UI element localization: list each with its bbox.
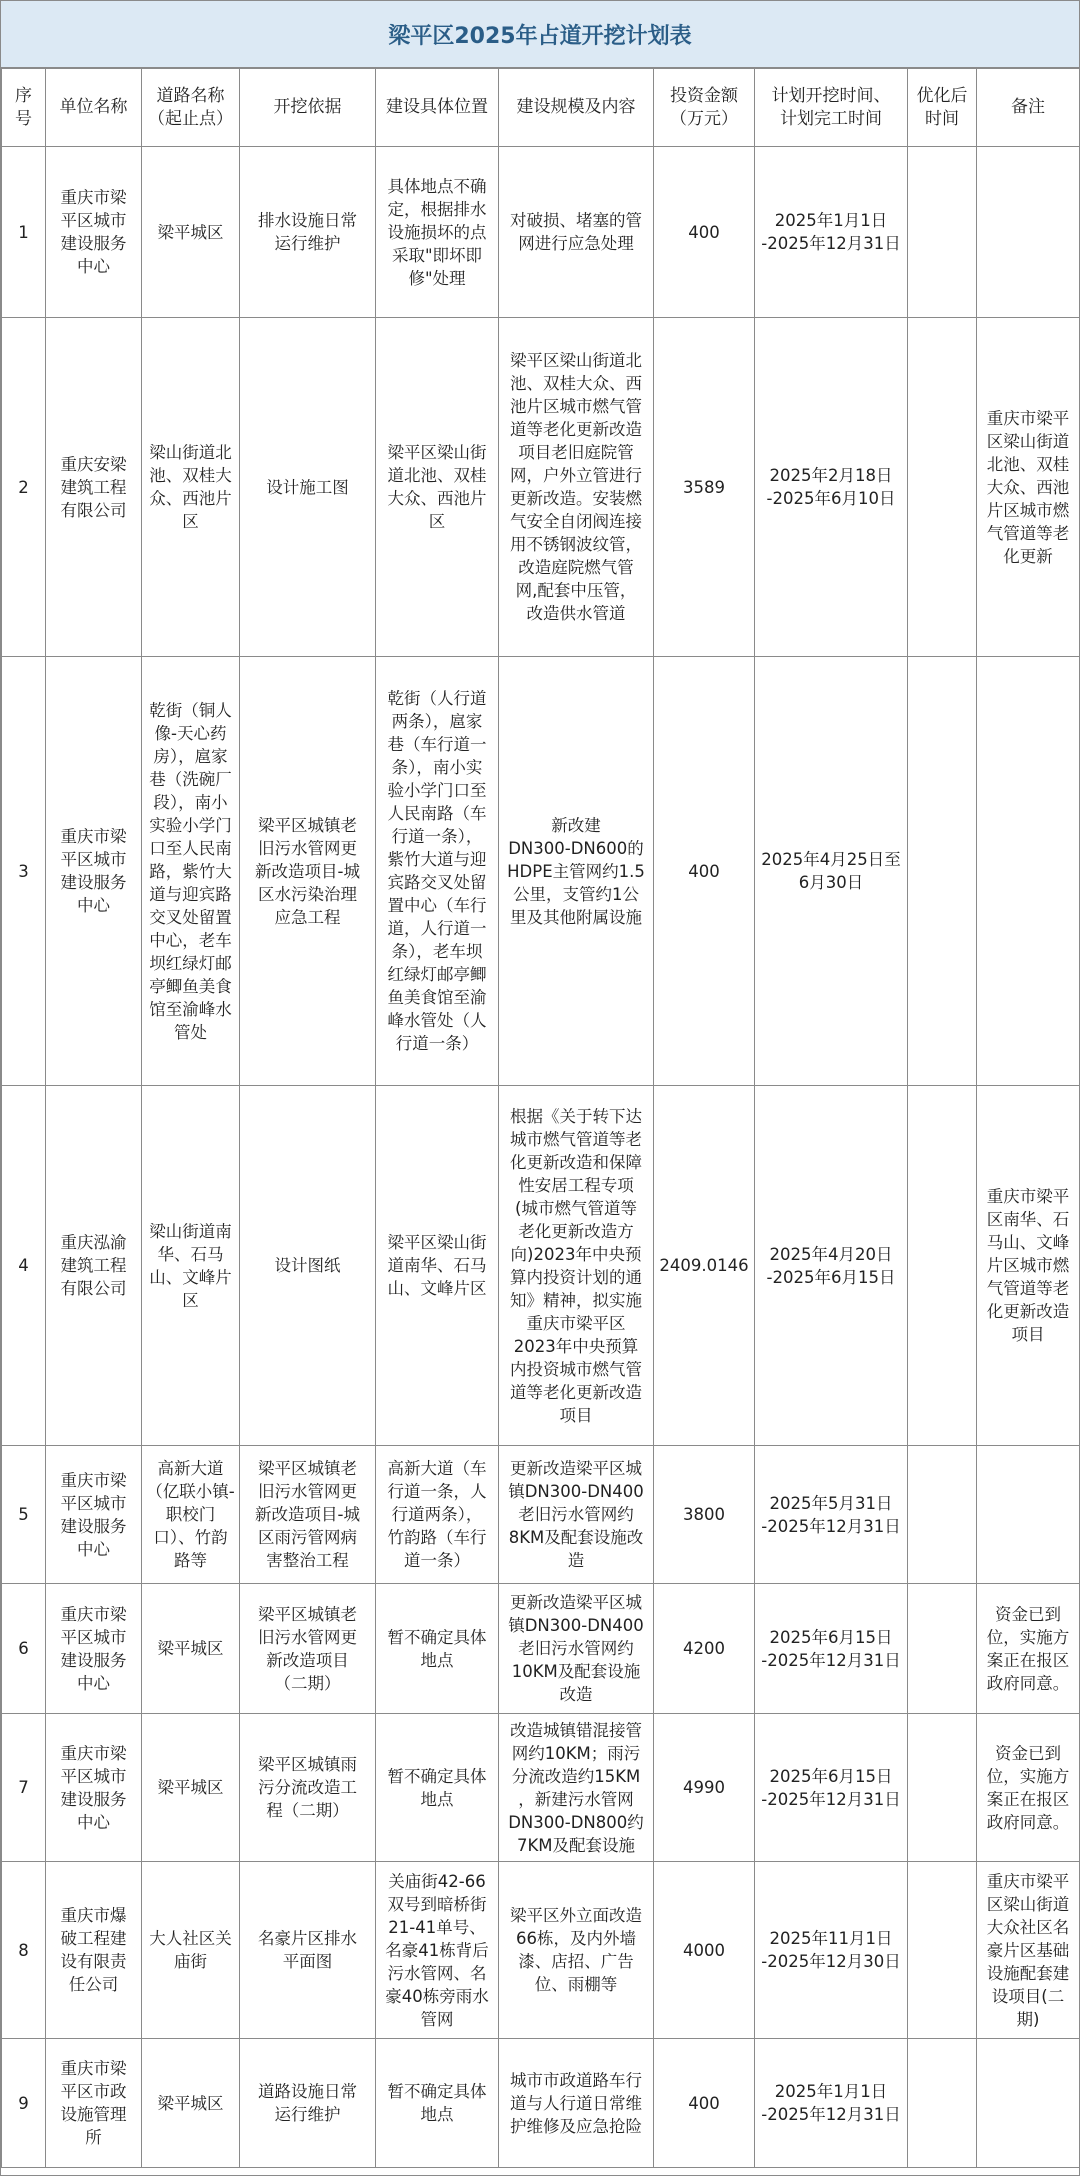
cell-remark [977, 147, 1080, 318]
table-row [2, 1086, 1080, 1446]
table-row [2, 1714, 1080, 1862]
plan-table [1, 68, 1080, 2168]
cell-schedule: 2025年1月1日 -2025年12月31日 [755, 2039, 908, 2168]
cell-seq: 2 [2, 318, 46, 657]
cell-optimized [908, 1086, 977, 1446]
cell-road: 梁平城区 [142, 1584, 240, 1714]
cell-schedule: 2025年6月15日 -2025年12月31日 [755, 1714, 908, 1862]
cell-unit: 重庆市爆 破工程建 设有限责 任公司 [46, 1862, 142, 2039]
cell-basis: 设计图纸 [240, 1086, 376, 1446]
cell-remark: 重庆市梁平 区梁山街道 大众社区名 豪片区基础 设施配套建 设项目(二 期) [977, 1862, 1080, 2039]
cell-invest: 4200 [654, 1584, 755, 1714]
cell-optimized [908, 657, 977, 1086]
title-bar [1, 1, 1079, 68]
header-road: 道路名称 （起止点） [142, 69, 240, 147]
cell-basis: 名豪片区排水 平面图 [240, 1862, 376, 2039]
cell-road: 大人社区关 庙街 [142, 1862, 240, 2039]
cell-basis: 梁平区城镇老 旧污水管网更 新改造项目-城 区雨污管网病 害整治工程 [240, 1446, 376, 1584]
header-seq: 序 号 [2, 69, 46, 147]
cell-basis: 梁平区城镇雨 污分流改造工 程（二期） [240, 1714, 376, 1862]
cell-unit: 重庆安梁 建筑工程 有限公司 [46, 318, 142, 657]
cell-invest: 3800 [654, 1446, 755, 1584]
cell-seq: 5 [2, 1446, 46, 1584]
cell-invest: 4000 [654, 1862, 755, 2039]
cell-scale: 梁平区梁山街道北 池、双桂大众、西 池片区城市燃气管 道等老化更新改造 项目老旧庭院管 网，户外立管进行 更新改造。安装燃 气安全自闭阀连接 用不锈钢波纹管， 改造庭院燃气管 网,配套中压管， 改造供水管道 [499, 318, 654, 657]
cell-road: 梁平城区 [142, 1714, 240, 1862]
cell-scale: 新改建 DN300-DN600的 HDPE主管网约1.5 公里，支管约1公 里及其他附属设施 [499, 657, 654, 1086]
table-row [2, 1862, 1080, 2039]
cell-scale: 梁平区外立面改造 66栋，及内外墙 漆、店招、广告 位、雨棚等 [499, 1862, 654, 2039]
cell-invest: 400 [654, 657, 755, 1086]
cell-seq: 8 [2, 1862, 46, 2039]
header-basis: 开挖依据 [240, 69, 376, 147]
cell-scale: 对破损、堵塞的管 网进行应急处理 [499, 147, 654, 318]
cell-schedule: 2025年11月1日 -2025年12月30日 [755, 1862, 908, 2039]
cell-remark: 资金已到 位，实施方 案正在报区 政府同意。 [977, 1584, 1080, 1714]
cell-road: 梁平城区 [142, 2039, 240, 2168]
cell-road: 梁山街道南 华、石马 山、文峰片 区 [142, 1086, 240, 1446]
cell-basis: 梁平区城镇老 旧污水管网更 新改造项目 （二期） [240, 1584, 376, 1714]
cell-road: 高新大道 （亿联小镇- 职校门 口）、竹韵 路等 [142, 1446, 240, 1584]
cell-scale: 城市市政道路车行 道与人行道日常维 护维修及应急抢险 [499, 2039, 654, 2168]
cell-basis: 设计施工图 [240, 318, 376, 657]
cell-seq: 1 [2, 147, 46, 318]
header-optimized: 优化后 时间 [908, 69, 977, 147]
cell-scale: 更新改造梁平区城 镇DN300-DN400 老旧污水管网约 10KM及配套设施 改造 [499, 1584, 654, 1714]
cell-optimized [908, 1584, 977, 1714]
cell-basis: 道路设施日常 运行维护 [240, 2039, 376, 2168]
cell-road: 乾街（铜人 像-天心药 房），扈家 巷（洗碗厂 段），南小 实验小学门 口至人民南 路，紫竹大 道与迎宾路 交叉处留置 中心，老车 坝红绿灯邮 亭鲫鱼美食 馆至渝峰水 管处 [142, 657, 240, 1086]
header-location: 建设具体位置 [376, 69, 499, 147]
cell-schedule: 2025年5月31日 -2025年12月31日 [755, 1446, 908, 1584]
cell-schedule: 2025年6月15日 -2025年12月31日 [755, 1584, 908, 1714]
cell-unit: 重庆市梁 平区城市 建设服务 中心 [46, 657, 142, 1086]
cell-unit: 重庆市梁 平区城市 建设服务 中心 [46, 147, 142, 318]
cell-location: 暂不确定具体 地点 [376, 2039, 499, 2168]
cell-basis: 排水设施日常 运行维护 [240, 147, 376, 318]
cell-seq: 9 [2, 2039, 46, 2168]
cell-optimized [908, 147, 977, 318]
cell-optimized [908, 1862, 977, 2039]
cell-seq: 7 [2, 1714, 46, 1862]
cell-remark: 资金已到 位，实施方 案正在报区 政府同意。 [977, 1714, 1080, 1862]
cell-invest: 4990 [654, 1714, 755, 1862]
table-row [2, 318, 1080, 657]
cell-invest: 3589 [654, 318, 755, 657]
header-remark: 备注 [977, 69, 1080, 147]
header-invest: 投资金额 （万元） [654, 69, 755, 147]
cell-location: 暂不确定具体 地点 [376, 1584, 499, 1714]
cell-optimized [908, 318, 977, 657]
cell-remark: 重庆市梁平 区南华、石 马山、文峰 片区城市燃 气管道等老 化更新改造 项目 [977, 1086, 1080, 1446]
cell-remark: 重庆市梁平 区梁山街道 北池、双桂 大众、西池 片区城市燃 气管道等老 化更新 [977, 318, 1080, 657]
cell-remark [977, 1446, 1080, 1584]
cell-schedule: 2025年1月1日 -2025年12月31日 [755, 147, 908, 318]
table-row [2, 1446, 1080, 1584]
header-schedule: 计划开挖时间、 计划完工时间 [755, 69, 908, 147]
table-title: 梁平区2025年占道开挖计划表 [388, 23, 692, 49]
header-unit: 单位名称 [46, 69, 142, 147]
cell-schedule: 2025年2月18日 -2025年6月10日 [755, 318, 908, 657]
cell-seq: 4 [2, 1086, 46, 1446]
cell-location: 关庙街42-66 双号到暗桥街 21-41单号、 名豪41栋背后 污水管网、名 豪40栋旁雨水 管网 [376, 1862, 499, 2039]
table-row [2, 147, 1080, 318]
cell-unit: 重庆市梁 平区城市 建设服务 中心 [46, 1446, 142, 1584]
cell-schedule: 2025年4月25日至 6月30日 [755, 657, 908, 1086]
cell-location: 具体地点不确 定，根据排水 设施损坏的点 采取"即坏即 修"处理 [376, 147, 499, 318]
cell-remark [977, 657, 1080, 1086]
cell-schedule: 2025年4月20日 -2025年6月15日 [755, 1086, 908, 1446]
cell-scale: 改造城镇错混接管 网约10KM；雨污 分流改造约15KM ，新建污水管网 DN300-DN800约 7KM及配套设施 [499, 1714, 654, 1862]
cell-road: 梁平城区 [142, 147, 240, 318]
cell-location: 暂不确定具体 地点 [376, 1714, 499, 1862]
table-row [2, 1584, 1080, 1714]
cell-invest: 400 [654, 147, 755, 318]
cell-scale: 更新改造梁平区城 镇DN300-DN400 老旧污水管网约 8KM及配套设施改 造 [499, 1446, 654, 1584]
cell-location: 梁平区梁山街 道北池、双桂 大众、西池片 区 [376, 318, 499, 657]
cell-location: 高新大道（车 行道一条，人 行道两条）， 竹韵路（车行 道一条） [376, 1446, 499, 1584]
table-row [2, 2039, 1080, 2168]
cell-road: 梁山街道北 池、双桂大 众、西池片 区 [142, 318, 240, 657]
cell-unit: 重庆泓渝 建筑工程 有限公司 [46, 1086, 142, 1446]
cell-optimized [908, 2039, 977, 2168]
header-row [2, 69, 1080, 147]
cell-remark [977, 2039, 1080, 2168]
cell-unit: 重庆市梁 平区城市 建设服务 中心 [46, 1584, 142, 1714]
cell-scale: 根据《关于转下达 城市燃气管道等老 化更新改造和保障 性安居工程专项 (城市燃气管道等 老化更新改造方 向)2023年中央预 算内投资计划的通 知》精神，拟实施 重庆市梁平区 2023年中央预算 内投资城市燃气管 道等老化更新改造 项目 [499, 1086, 654, 1446]
header-scale: 建设规模及内容 [499, 69, 654, 147]
cell-location: 乾街（人行道 两条），扈家 巷（车行道一 条），南小实 验小学门口至 人民南路（车 行道一条）， 紫竹大道与迎 宾路交叉处留 置中心（车行 道，人行道一 条），老车坝 红绿灯邮亭鲫 鱼美食馆至渝 峰水管处（人 行道一条） [376, 657, 499, 1086]
cell-unit: 重庆市梁 平区城市 建设服务 中心 [46, 1714, 142, 1862]
cell-seq: 3 [2, 657, 46, 1086]
cell-basis: 梁平区城镇老 旧污水管网更 新改造项目-城 区水污染治理 应急工程 [240, 657, 376, 1086]
cell-invest: 2409.0146 [654, 1086, 755, 1446]
cell-invest: 400 [654, 2039, 755, 2168]
cell-seq: 6 [2, 1584, 46, 1714]
cell-location: 梁平区梁山街 道南华、石马 山、文峰片区 [376, 1086, 499, 1446]
table-row [2, 657, 1080, 1086]
cell-unit: 重庆市梁 平区市政 设施管理 所 [46, 2039, 142, 2168]
cell-optimized [908, 1446, 977, 1584]
cell-optimized [908, 1714, 977, 1862]
